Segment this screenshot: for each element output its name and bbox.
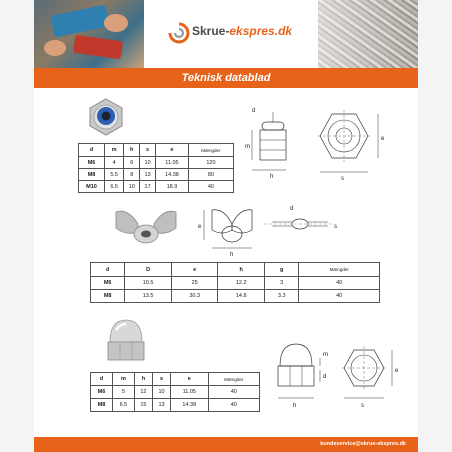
dim-label: s [361,403,364,409]
col-header: g [265,263,299,277]
col-header: d [91,373,113,386]
datasheet-page [34,0,418,452]
dim-label: d [323,374,327,380]
table-cell: 11.05 [171,386,208,399]
col-header: Mængder [188,144,233,157]
table-cell: 40 [208,386,259,399]
dim-label: m [245,144,250,150]
dim-label: h [293,403,297,409]
table-cell: 12.2 [218,277,265,290]
table-cell: 30.3 [171,290,218,303]
table-cell: 3 [265,277,299,290]
table-cell: 4 [105,157,124,169]
col-header: e [156,144,189,157]
dim-label: e [395,368,399,374]
table-row [91,290,380,303]
col-header: Mængder [208,373,259,386]
table-cell: 10 [124,181,140,193]
wing-nut-technical-drawing [194,200,344,258]
col-header: D [125,263,172,277]
dim-label: s [334,224,337,230]
table-row [79,181,234,193]
table-header-row [91,373,260,386]
table-cell: M10 [79,181,105,193]
col-header: d [91,263,125,277]
table-cell: 14.8 [218,290,265,303]
table-cell: 13.5 [125,290,172,303]
col-header: m [112,373,134,386]
table-cell: 10 [140,157,156,169]
workshop-photo [34,0,144,68]
table-cell: 17 [140,181,156,193]
dim-label: m [323,352,328,358]
table-header-row [79,144,234,157]
table-cell: 15 [134,399,152,412]
table-cell: 6.5 [105,181,124,193]
col-header: h [218,263,265,277]
table-cell: 11.05 [156,157,189,169]
col-header: h [124,144,140,157]
cap-nut-photo [104,316,148,366]
contact-footer [34,437,418,452]
table-cell: 8 [124,169,140,181]
dim-label: h [230,252,234,258]
table-cell: 80 [188,169,233,181]
table-row [79,169,234,181]
table-cell: M8 [91,399,113,412]
table-cell: 5 [112,386,134,399]
col-header: e [171,373,208,386]
table-cell: 18.9 [156,181,189,193]
table-cell: 5.5 [105,169,124,181]
brand-name: Skrue-ekspres.dk [192,24,293,38]
table-cell: 40 [208,399,259,412]
dim-label: s [341,176,344,182]
lock-nut-technical-drawing [244,100,394,185]
table-header-row [91,263,380,277]
col-header: d [79,144,105,157]
table-cell: 13 [152,399,170,412]
table-cell: 14.38 [156,169,189,181]
table-cell: 6.5 [112,399,134,412]
col-header: m [105,144,124,157]
table-row [91,399,260,412]
table-row [91,386,260,399]
brand-logo [144,0,318,68]
col-header: e [171,263,218,277]
table-cell: 13 [140,169,156,181]
table-cell: 14.38 [171,399,208,412]
dim-label: e [381,136,385,142]
table-cell: M8 [91,290,125,303]
col-header: s [152,373,170,386]
table-row [79,157,234,169]
table-cell: 10 [152,386,170,399]
dim-label: e [198,224,202,230]
table-cell: 6 [124,157,140,169]
dim-label: h [270,174,274,180]
dim-label: d [290,206,294,212]
table-cell: 12 [134,386,152,399]
col-header: h [134,373,152,386]
contact-email[interactable]: kundeservice@skrue-ekspres.dk [320,441,406,447]
nylon-lock-nut-photo [86,97,126,137]
screws-photo [318,0,418,68]
col-header: s [140,144,156,157]
spec-table-wing-nut [90,262,380,303]
hero-header [34,0,418,68]
table-row [91,277,380,290]
table-cell: 10.5 [125,277,172,290]
table-cell: 40 [299,290,380,303]
logo-swirl-icon [168,22,190,44]
spec-table-lock-nut [78,143,234,193]
spec-table-cap-nut [90,372,260,412]
title-banner: Teknisk datablad [34,68,418,88]
table-cell: 3.3 [265,290,299,303]
table-cell: 40 [299,277,380,290]
table-cell: M8 [79,169,105,181]
table-cell: 120 [188,157,233,169]
table-cell: 25 [171,277,218,290]
col-header: Mængder [299,263,380,277]
table-cell: M6 [91,277,125,290]
dim-label: d [252,108,256,114]
cap-nut-technical-drawing [266,336,406,410]
table-cell: M6 [79,157,105,169]
table-cell: M6 [91,386,113,399]
table-cell: 40 [188,181,233,193]
wing-nut-photo [112,206,180,250]
